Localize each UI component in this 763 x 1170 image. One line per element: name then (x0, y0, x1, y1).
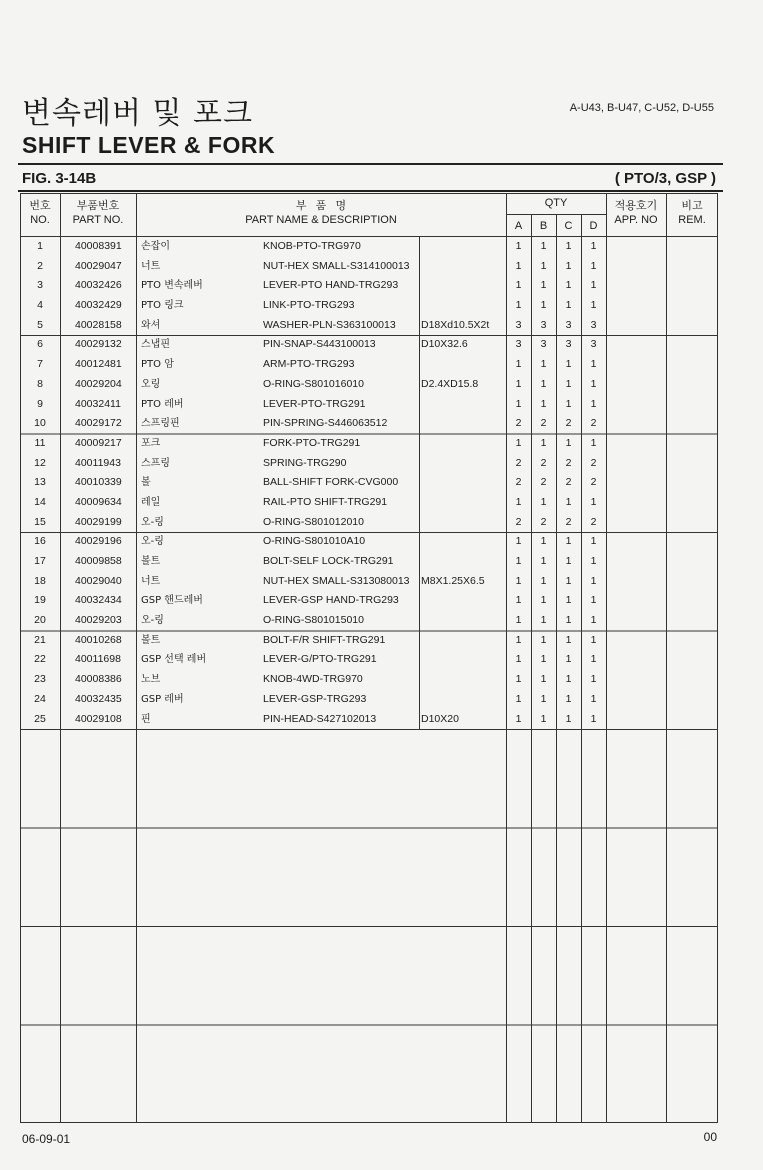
qty-b: 1 (540, 240, 547, 252)
qty-d: 1 (590, 555, 597, 567)
table-row (20, 473, 718, 493)
part-name-english: LEVER-GSP HAND-TRG293 (263, 594, 399, 607)
table-row (20, 710, 718, 730)
qty-d: 2 (590, 476, 597, 489)
part-name-english: BOLT-F/R SHIFT-TRG291 (263, 633, 386, 646)
part-number: 40008386 (75, 673, 122, 686)
qty-b: 2 (540, 476, 547, 489)
qty-d: 1 (590, 692, 597, 705)
col-header-app-en: APP. NO (614, 214, 658, 226)
part-spec: M8X1.25X6.5 (421, 574, 485, 587)
table-row (20, 434, 718, 454)
part-name-korean: PTO 레버 (141, 398, 184, 410)
qty-a: 1 (515, 614, 522, 627)
qty-c: 2 (565, 515, 572, 528)
part-name-korean: 포크 (141, 437, 161, 449)
part-number: 40011943 (75, 456, 121, 469)
qty-c: 1 (565, 279, 572, 292)
part-name-english: ARM-PTO-TRG293 (263, 358, 355, 371)
part-number: 40029203 (75, 614, 122, 627)
qty-b: 1 (540, 397, 547, 410)
qty-d: 1 (590, 240, 597, 252)
qty-b: 3 (540, 318, 547, 331)
qty-a: 1 (515, 574, 522, 587)
qty-d: 1 (590, 279, 597, 292)
footer-date: 06-09-01 (22, 1132, 71, 1146)
part-name-english: PIN-SPRING-S446063512 (263, 417, 388, 430)
part-number: 40032426 (75, 279, 122, 292)
qty-c: 1 (565, 614, 572, 627)
table-row (20, 237, 718, 257)
qty-d: 1 (590, 614, 597, 627)
part-number: 40029172 (75, 417, 122, 430)
table-row (20, 493, 718, 513)
qty-c: 1 (565, 555, 572, 567)
part-name-english: LEVER-GSP-TRG293 (263, 692, 367, 705)
parts-table (20, 193, 718, 1123)
part-name-english: KNOB-4WD-TRG970 (263, 673, 363, 686)
part-name-korean: GSP 레버 (141, 693, 184, 705)
qty-b: 1 (540, 594, 547, 607)
qty-d: 1 (590, 633, 597, 646)
item-number: 19 (34, 594, 46, 607)
qty-c: 1 (565, 240, 572, 252)
part-number: 40012481 (75, 358, 122, 371)
qty-a: 3 (515, 338, 522, 351)
part-number: 40029132 (75, 338, 122, 351)
col-header-part-en: PART NO. (72, 214, 124, 226)
qty-d: 3 (590, 338, 597, 351)
col-header-qty-d: D (589, 220, 598, 232)
qty-a: 2 (515, 515, 522, 528)
part-name-korean: 노브 (141, 674, 161, 686)
qty-c: 1 (565, 436, 572, 449)
item-number: 8 (37, 377, 43, 390)
item-number: 1 (37, 240, 43, 252)
table-row (20, 335, 718, 355)
part-name-english: SPRING-TRG290 (263, 456, 347, 469)
table-row (20, 276, 718, 296)
qty-c: 1 (565, 712, 572, 725)
part-name-korean: 스프링 (141, 457, 170, 469)
parts-rows (20, 237, 718, 729)
page-title-korean: 변속레버 및 포크 (22, 96, 253, 131)
col-header-no-en: NO. (30, 214, 50, 226)
model-list: A-U43, B-U47, C-U52, D-U55 (569, 102, 714, 114)
qty-b: 1 (540, 436, 547, 449)
qty-c: 1 (565, 692, 572, 705)
qty-a: 1 (515, 535, 522, 548)
item-number: 10 (34, 417, 46, 430)
qty-d: 1 (590, 397, 597, 410)
table-row (20, 650, 718, 670)
footer-page: 00 (703, 1130, 717, 1144)
item-number: 22 (34, 653, 46, 666)
qty-a: 1 (515, 673, 522, 686)
table-row (20, 611, 718, 631)
qty-c: 1 (565, 299, 572, 312)
qty-a: 1 (515, 436, 522, 449)
qty-d: 2 (590, 515, 597, 528)
qty-d: 2 (590, 417, 597, 430)
col-header-part-ko: 부품번호 (76, 200, 120, 212)
part-name-english: LINK-PTO-TRG293 (263, 299, 355, 312)
item-number: 18 (34, 574, 46, 587)
item-number: 2 (37, 259, 43, 272)
qty-a: 1 (515, 259, 522, 272)
figure-rule (18, 190, 723, 192)
qty-b: 1 (540, 614, 547, 627)
part-name-english: BOLT-SELF LOCK-TRG291 (263, 555, 394, 567)
qty-c: 1 (565, 358, 572, 371)
part-number: 40010268 (75, 633, 122, 646)
qty-c: 1 (565, 377, 572, 390)
table-row (20, 257, 718, 277)
col-header-remarks (666, 199, 718, 227)
item-number: 25 (34, 712, 46, 725)
part-name-korean: 핀 (141, 713, 151, 725)
item-number: 20 (34, 614, 46, 627)
table-row (20, 690, 718, 710)
part-name-korean: 볼 (141, 477, 151, 489)
qty-b: 2 (540, 417, 547, 430)
part-name-korean: 스프링핀 (141, 418, 180, 430)
part-name-korean: PTO 링크 (141, 300, 184, 312)
qty-a: 1 (515, 712, 522, 725)
part-name-english: BALL-SHIFT FORK-CVG000 (263, 476, 399, 489)
part-number: 40029199 (75, 515, 122, 528)
part-name-korean: 와셔 (141, 319, 161, 331)
part-name-korean: 레일 (141, 496, 161, 508)
col-header-app-ko: 적용호기 (614, 200, 658, 212)
qty-a: 1 (515, 692, 522, 705)
qty-c: 3 (565, 318, 572, 331)
qty-c: 1 (565, 574, 572, 587)
item-number: 7 (37, 358, 43, 371)
part-name-korean: 볼트 (141, 556, 161, 567)
table-row (20, 572, 718, 592)
item-number: 3 (37, 279, 43, 292)
part-number: 40032429 (75, 299, 122, 312)
part-name-english: LEVER-PTO-TRG291 (263, 397, 366, 410)
col-header-part-name (136, 199, 506, 227)
part-number: 40011698 (75, 653, 121, 666)
qty-b: 1 (540, 377, 547, 390)
part-name-english: O-RING-S801010A10 (263, 535, 366, 548)
qty-d: 2 (590, 456, 597, 469)
qty-b: 1 (540, 535, 547, 548)
table-row (20, 631, 718, 651)
qty-d: 1 (590, 653, 597, 666)
part-number: 40029047 (75, 259, 122, 272)
title-rule (18, 163, 723, 165)
item-number: 12 (34, 456, 46, 469)
qty-d: 1 (590, 436, 597, 449)
item-number: 13 (34, 476, 46, 489)
part-name-korean: GSP 선택 레버 (141, 654, 207, 666)
part-name-english: WASHER-PLN-S363100013 (263, 318, 396, 331)
part-name-korean: 너트 (141, 575, 161, 587)
qty-d: 1 (590, 712, 597, 725)
table-row (20, 296, 718, 316)
qty-b: 1 (540, 358, 547, 371)
item-number: 17 (34, 555, 46, 567)
qty-b: 2 (540, 515, 547, 528)
qty-b: 1 (540, 712, 547, 725)
part-name-korean: 손잡이 (141, 241, 170, 252)
col-header-app-no (606, 199, 666, 227)
part-number: 40029204 (75, 377, 122, 390)
qty-a: 1 (515, 495, 522, 508)
col-header-rem-ko: 비고 (681, 200, 703, 212)
part-name-english: FORK-PTO-TRG291 (263, 436, 361, 449)
qty-d: 1 (590, 495, 597, 508)
part-number: 40009634 (75, 495, 122, 508)
part-name-english: O-RING-S801015010 (263, 614, 364, 627)
table-row (20, 395, 718, 415)
table-row (20, 316, 718, 336)
part-spec: D10X32.6 (421, 338, 468, 351)
part-spec: D18Xd10.5X2t (421, 318, 490, 331)
qty-d: 1 (590, 535, 597, 548)
qty-c: 2 (565, 476, 572, 489)
qty-a: 1 (515, 594, 522, 607)
qty-c: 1 (565, 397, 572, 410)
qty-c: 2 (565, 456, 572, 469)
item-number: 15 (34, 515, 46, 528)
col-header-name-ko: 부 품 명 (295, 200, 347, 212)
part-name-english: NUT-HEX SMALL-S313080013 (263, 574, 410, 587)
part-name-korean: 오-링 (141, 615, 164, 627)
qty-a: 1 (515, 299, 522, 312)
qty-c: 1 (565, 594, 572, 607)
part-name-korean: GSP 핸드레버 (141, 595, 203, 607)
part-spec: D2.4XD15.8 (421, 377, 479, 390)
qty-b: 3 (540, 338, 547, 351)
part-name-korean: 너트 (141, 260, 161, 272)
col-header-part-no (60, 199, 136, 227)
qty-d: 1 (590, 594, 597, 607)
qty-a: 2 (515, 456, 522, 469)
col-header-qty-b: B (539, 220, 548, 232)
qty-a: 2 (515, 417, 522, 430)
part-name-english: O-RING-S801012010 (263, 515, 364, 528)
col-header-no (20, 199, 60, 227)
qty-b: 1 (540, 279, 547, 292)
part-name-korean: 오링 (141, 378, 161, 390)
qty-b: 1 (540, 555, 547, 567)
qty-b: 1 (540, 495, 547, 508)
qty-c: 2 (565, 417, 572, 430)
part-name-english: LEVER-PTO HAND-TRG293 (263, 279, 399, 292)
qty-a: 1 (515, 397, 522, 410)
part-number: 40032434 (75, 594, 122, 607)
item-number: 9 (37, 397, 43, 410)
qty-a: 1 (515, 653, 522, 666)
table-row (20, 355, 718, 375)
table-row (20, 552, 718, 572)
qty-a: 2 (515, 476, 522, 489)
qty-a: 1 (515, 279, 522, 292)
qty-d: 1 (590, 673, 597, 686)
part-name-korean: PTO 변속레버 (141, 280, 203, 292)
table-row (20, 414, 718, 434)
col-header-name-en: PART NAME & DESCRIPTION (245, 214, 397, 226)
part-name-korean: 볼트 (141, 634, 161, 646)
qty-c: 1 (565, 535, 572, 548)
part-number: 40009858 (75, 555, 122, 567)
part-name-english: O-RING-S801016010 (263, 377, 364, 390)
part-spec: D10X20 (421, 712, 459, 725)
part-number: 40009217 (75, 436, 122, 449)
part-name-english: KNOB-PTO-TRG970 (263, 240, 361, 252)
item-number: 16 (34, 535, 46, 548)
part-number: 40028158 (75, 318, 122, 331)
part-number: 40032411 (75, 397, 121, 410)
part-name-english: NUT-HEX SMALL-S314100013 (263, 259, 410, 272)
item-number: 6 (37, 338, 43, 351)
col-header-qty-a: A (514, 220, 523, 232)
item-number: 24 (34, 692, 46, 705)
qty-a: 1 (515, 555, 522, 567)
part-number: 40010339 (75, 476, 122, 489)
qty-d: 1 (590, 358, 597, 371)
qty-a: 1 (515, 633, 522, 646)
part-name-korean: 오-링 (141, 536, 164, 548)
col-header-qty-c: C (564, 220, 573, 232)
qty-b: 1 (540, 692, 547, 705)
part-number: 40029196 (75, 535, 122, 548)
col-header-qty: QTY (544, 197, 568, 209)
qty-c: 1 (565, 673, 572, 686)
qty-b: 1 (540, 673, 547, 686)
part-name-korean: 오-링 (141, 516, 164, 528)
part-number: 40029108 (75, 712, 122, 725)
item-number: 5 (37, 318, 43, 331)
qty-a: 1 (515, 240, 522, 252)
qty-b: 1 (540, 574, 547, 587)
qty-c: 1 (565, 653, 572, 666)
item-number: 14 (34, 495, 46, 508)
col-header-rem-en: REM. (678, 214, 706, 226)
table-row (20, 591, 718, 611)
qty-c: 1 (565, 259, 572, 272)
part-number: 40029040 (75, 574, 122, 587)
page-title-english: SHIFT LEVER & FORK (22, 132, 276, 158)
qty-b: 1 (540, 259, 547, 272)
qty-d: 1 (590, 377, 597, 390)
figure-number: FIG. 3-14B (22, 170, 97, 187)
qty-a: 1 (515, 377, 522, 390)
part-name-korean: 스냅핀 (141, 339, 170, 351)
qty-d: 3 (590, 318, 597, 331)
table-row (20, 532, 718, 552)
part-name-english: RAIL-PTO SHIFT-TRG291 (263, 495, 388, 508)
item-number: 23 (34, 673, 46, 686)
qty-b: 1 (540, 633, 547, 646)
qty-a: 1 (515, 358, 522, 371)
table-row (20, 670, 718, 690)
part-number: 40032435 (75, 692, 122, 705)
part-name-english: PIN-HEAD-S427102013 (263, 712, 377, 725)
table-row (20, 513, 718, 533)
qty-c: 3 (565, 338, 572, 351)
qty-d: 1 (590, 299, 597, 312)
qty-d: 1 (590, 574, 597, 587)
qty-c: 1 (565, 495, 572, 508)
table-row (20, 375, 718, 395)
qty-a: 3 (515, 318, 522, 331)
item-number: 11 (34, 436, 46, 449)
qty-d: 1 (590, 259, 597, 272)
table-row (20, 454, 718, 474)
part-number: 40008391 (75, 240, 122, 252)
col-header-no-ko: 번호 (29, 200, 51, 212)
qty-b: 2 (540, 456, 547, 469)
item-number: 21 (34, 633, 46, 646)
item-number: 4 (37, 299, 43, 312)
qty-b: 1 (540, 299, 547, 312)
part-name-korean: PTO 암 (141, 359, 174, 371)
figure-variant: ( PTO/3, GSP ) (614, 170, 716, 187)
qty-b: 1 (540, 653, 547, 666)
part-name-english: PIN-SNAP-S443100013 (263, 338, 376, 351)
qty-c: 1 (565, 633, 572, 646)
part-name-english: LEVER-G/PTO-TRG291 (263, 653, 377, 666)
